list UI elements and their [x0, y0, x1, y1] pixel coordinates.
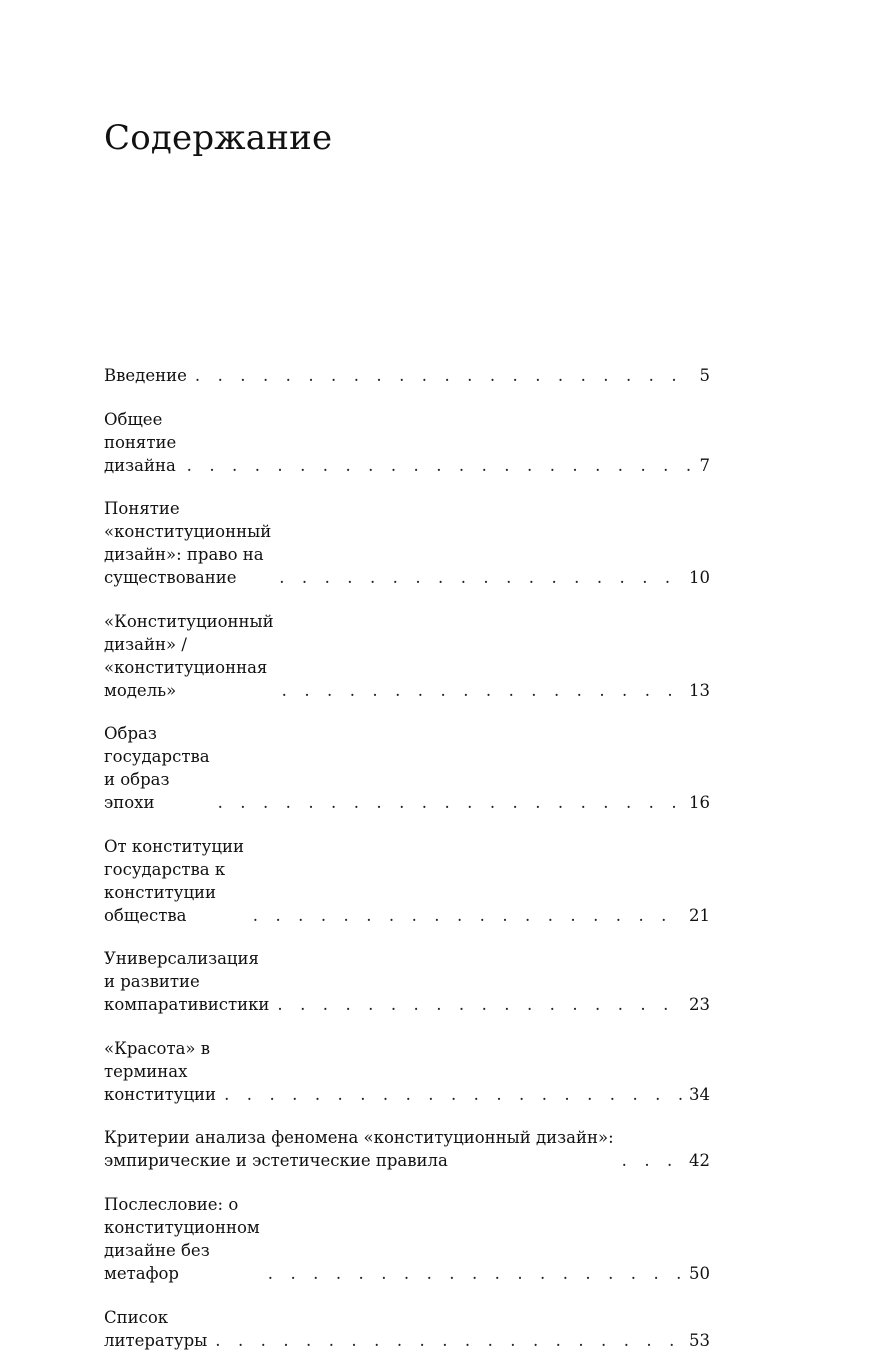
toc-entry-title: Введение: [104, 366, 187, 385]
toc-entry-title-line-2: эмпирические и эстетические правила: [104, 1151, 448, 1170]
toc-entry-title: Послесловие: о конституционном дизайне без метафор: [104, 1195, 260, 1283]
dot-leader: [224, 1083, 683, 1106]
dot-leader: [253, 904, 683, 927]
toc-entry-title: «Красота» в терминах конституции: [104, 1038, 217, 1104]
dot-leader: [279, 566, 683, 589]
toc-entry-image-of-state[interactable]: [104, 722, 710, 814]
dot-leader: [622, 1149, 683, 1172]
toc-entry-analysis-criteria[interactable]: [104, 1126, 710, 1172]
toc-page-number: 5: [699, 366, 710, 385]
toc-page-number: 13: [689, 680, 710, 700]
toc-page-number: 16: [689, 793, 710, 812]
toc-entry-comparative-studies[interactable]: [104, 947, 710, 1016]
toc-entry-title: Понятие «конституционный дизайн»: право на существование: [104, 499, 272, 587]
toc-page-number: 42: [689, 1151, 710, 1170]
toc-entry-afterword[interactable]: [104, 1193, 710, 1285]
table-of-contents: [104, 364, 710, 1372]
toc-page-number: 10: [689, 568, 710, 587]
toc-entry-design-concept[interactable]: [104, 408, 710, 477]
toc-entry-design-vs-model[interactable]: [104, 610, 710, 702]
page-title: Содержание: [104, 118, 333, 158]
toc-page-number: 50: [689, 1264, 710, 1283]
dot-leader: [195, 364, 692, 387]
toc-page-number: 53: [689, 1330, 710, 1350]
toc-entry-title: [104, 1126, 614, 1172]
toc-entry-title: Список литературы: [104, 1307, 208, 1350]
toc-entry-title: «Конституционный дизайн» / «конституционная модель»: [104, 611, 274, 700]
toc-entry-title: Универсализация и развитие компаративистики: [104, 949, 270, 1014]
dot-leader: [282, 679, 683, 702]
toc-entry-state-to-society[interactable]: [104, 835, 710, 927]
dot-leader: [187, 454, 692, 477]
dot-leader: [218, 791, 683, 814]
dot-leader: [215, 1329, 683, 1352]
toc-page-number: 34: [689, 1084, 710, 1104]
toc-entry-beauty[interactable]: [104, 1037, 710, 1106]
dot-leader: [268, 1262, 683, 1285]
toc-page-number: 23: [689, 995, 710, 1014]
toc-entry-title: Образ государства и образ эпохи: [104, 724, 210, 812]
toc-entry-bibliography[interactable]: [104, 1306, 710, 1352]
toc-entry-title: Общее понятие дизайна: [104, 409, 177, 475]
toc-entry-title-line-1: Критерии анализа феномена «конституционный дизайн»:: [104, 1128, 614, 1147]
toc-page-number: 21: [689, 905, 710, 925]
toc-page-number: 7: [699, 455, 710, 475]
toc-entry-title: От конституции государства к конституции общества: [104, 836, 244, 925]
toc-entry-constitutional-design-right[interactable]: [104, 497, 710, 589]
toc-entry-introduction[interactable]: [104, 364, 710, 387]
dot-leader: [277, 993, 683, 1016]
